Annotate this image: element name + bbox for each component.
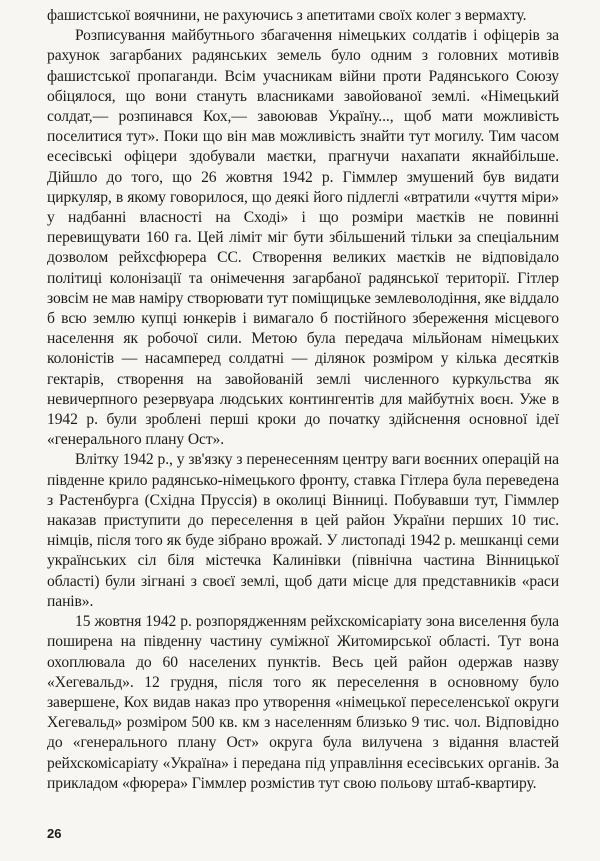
page-number: 26: [47, 826, 62, 841]
paragraph-soldier-enrichment: Розписування майбутнього збагачення німецьких солдатів і офіцерів за рахунок загарбаних радянських земель було одним з головних мотивів фашистської пропаганди. Всім учасникам війни проти Радянського Союзу обіцялося, що вони стануть власниками завойованої землі. «Німецький солдат,— розпинався Кох,— завоював Україну..., щоб мати можливість поселитися тут». Поки що він мав можливість знайти тут могилу. Тим часом есесівські офіцери здобували маєтки, прагнучи нахапати якнайбільше. Дійшло до того, що 26 жовтня 1942 р. Гіммлер змушений був видати циркуляр, в якому говорилося, що деякі його підлеглі «втратили «чуття міри» у надбанні власності на Сході» і що розміри маєтків не повинні перевищувати 160 га. Цей ліміт міг бути збільшений тільки за спеціальним дозволом рейхсфюрера СС. Створення великих маєтків не відповідало політиці колонізації та онімечення загарбаної радянської території. Гітлер зовсім не мав наміру створювати тут поміщицьке землеволодіння, яке віддало б всю землю купці юнкерів і вимагало б постійного збереження місцевого населення як робочої сили. Метою була передача мільйонам німецьких колоністів — насамперед солдатні — ділянок розміром у кілька десятків гектарів, створення на завойованій землі численного куркульства як невичерпного резервуара людських контингентів для майбутніх воєн. Уже в 1942 р. були зроблені перші кроки до початку здійснення основної ідеї «генерального плану Ост».: [47, 27, 559, 449]
document-page: [47, 6, 559, 794]
paragraph-summer-1942: Влітку 1942 р., у зв'язку з перенесенням центру ваги воєнних операцій на південне крило радянсько-німецького фронту, ставка Гітлера була переведена з Растенбурга (Східна Пруссія) в околиці Вінниці. Побувавши тут, Гіммлер наказав приступити до переселення в цей район України перших 10 тис. німців, після того як буде зібрано врожай. У листопаді 1942 р. мешканці семи українських сіл біля містечка Калинівки (північна частина Вінницької області) були зігнані з своєї землі, щоб дати місце для представників «раси панів».: [47, 451, 559, 610]
paragraph-continuation: фашистської воячнини, не рахуючись з апетитами своїх колег з вермахту.: [47, 7, 527, 24]
paragraph-hegewald: 15 жовтня 1942 р. розпорядженням рейхскомісаріату зона виселення була поширена на південну частину суміжної Житомирської області. Тут вона охоплювала до 60 населених пунктів. Весь цей район одержав назву «Хегевальд». 12 грудня, після того як переселення в основному було завершене, Кох видав наказ про утворення «німецької переселенської округи Хегевальд» розміром 500 кв. км з населенням близько 9 тис. чол. Відповідно до «генерального плану Ост» округа була вилучена з відання властей рейхскомісаріату «Україна» і передана під управління есесівських органів. За прикладом «фюрера» Гіммлер розмістив тут свою польову штаб-квартиру.: [47, 613, 559, 792]
